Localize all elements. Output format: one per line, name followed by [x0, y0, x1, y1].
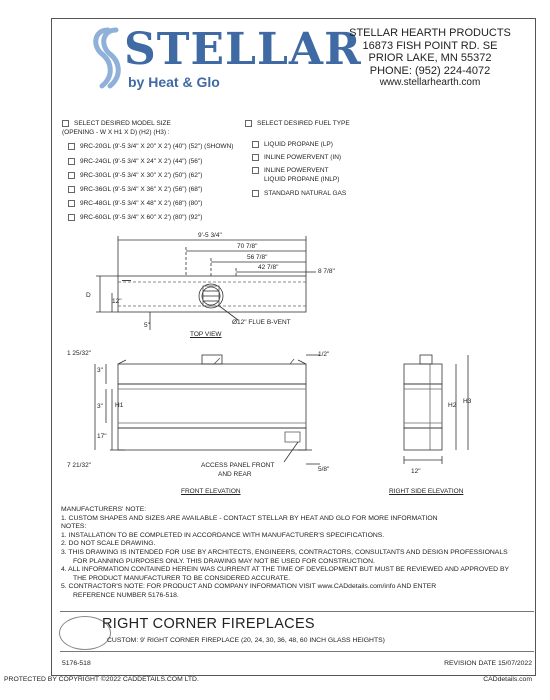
- front-top-band: [118, 364, 306, 384]
- mfr-note-heading: MANUFACTURERS' NOTE:: [61, 506, 147, 513]
- title-rule-bottom: [60, 651, 534, 652]
- revision-date: REVISION DATE 15/07/2022: [444, 660, 532, 667]
- model-size-subheading: (OPENING - W X H1 X D) (H2) (H3) :: [62, 129, 170, 136]
- dim-side-12: 12": [411, 468, 421, 475]
- dim-42: 42 7/8": [258, 264, 279, 271]
- note-5-cont: REFERENCE NUMBER 5176-518.: [73, 591, 179, 599]
- dim-70: 70 7/8": [237, 243, 258, 250]
- note-3: 3. THIS DRAWING IS INTENDED FOR USE BY ARCHITECTS, ENGINEERS, CONTRACTORS, CONSULTANTS AND DESIGN PROFESSIONALS: [61, 548, 508, 556]
- access-panel-label-2: AND REAR: [218, 471, 252, 478]
- company-name: STELLAR HEARTH PRODUCTS: [349, 27, 511, 39]
- access-panel-label: ACCESS PANEL FRONT: [201, 462, 275, 469]
- front-glass: [118, 384, 306, 428]
- note-1: 1. INSTALLATION TO BE COMPLETED IN ACCORDANCE WITH MANUFACTURER'S SPECIFICATIONS.: [61, 531, 385, 539]
- svg-text:▬▬▬: ▬▬▬: [122, 278, 131, 282]
- dim-5: 5": [144, 322, 150, 329]
- copyright-notice: PROTECTED BY COPYRIGHT ©2022 CADDETAILS.COM LTD.: [4, 676, 199, 683]
- company-website[interactable]: www.stellarhearth.com: [379, 77, 481, 88]
- dim-overall-width: 9'-5 3/4": [198, 232, 222, 239]
- note-5: 5. CONTRACTOR'S NOTE: FOR PRODUCT AND COMPANY INFORMATION VISIT www.CADdetails.com/info AND ENTER: [61, 583, 437, 591]
- company-address-2: PRIOR LAKE, MN 55372: [368, 52, 492, 64]
- dim-7-21-32: 7 21/32": [67, 462, 91, 469]
- dim-d: D: [86, 292, 91, 299]
- drawing-sheet: STELLAR by Heat & Glo STELLAR HEARTH PRODUCTS 16873 FISH POINT RD. SE PRIOR LAKE, MN 55372 PHONE: (952) 224-4072 www.stellarhearth.com SELECT DESIRED MODEL SIZE (OPENING - W X H1 X D) (H2) (H3) : 9RC-20GL (9'-5 3/4" X 20" X 2') (40") (52") (SHOWN) 9RC-24GL (9'-5 3/4" X 24" X 2') (44") (56") 9RC-30GL (9'-5 3/4" X 30" X 2') (50") (62") 9RC-36GL (9'-5 3/4" X 36" X 2') (56") (68") 9RC-48GL (9'-5 3/4" X 48" X 2') (68") (80") 9RC-60GL (9'-5 3/4" X 60" X 2') (80") (92") SELECT DESIRED FUEL TYPE LIQUID PROPANE (LP) INLINE POWERVENT (IN) INLINE POWERVENT LIQUID PROPANE (INLP) STANDARD NATURAL GAS ▬▬▬ 9'-5 3/4" 70 7/8" 56 7/8" 42 7/8" 8 7/8" D 12" 5" Ø12" FLUE B-VENT TOP VIEW 1 25/32" 1/2" 3" 3" H1 17" 7 21/32" 5/8" ACCESS PANEL FRONT AND REAR FRONT ELEVATION H2 H3 12" RIGHT SIDE ELEVATION MANUFACTURERS' NOTE: 1. CUSTOM SHAPES AND SIZES ARE AVAILABLE - CONTACT STELLAR BY HEAT AND GLO FOR MORE INFORMATION NOTES: 1. INSTALLATION TO BE COMPLETED IN ACCORDANCE WITH MANUFACTURER'S SPECIFICATIONS. 2. DO NOT SCALE DRAWING. 3. THIS DRAWING IS INTENDED FOR USE BY ARCHITECTS, ENGINEERS, CONTRACTORS, CONSULTANTS AND DESIGN PROFESSIONALS FOR PLANNING PURPOSES ONLY. THIS DRAWING MAY NOT BE USED FOR CONSTRUCTION. 4. ALL INFORMATION CONTAINED HEREIN WAS CURRENT AT THE TIME OF DEVELOPMENT BUT MUST BE REVIEWED AND APPROVED BY THE PRODUCT MANUFACTURER TO BE CONSIDERED ACCURATE. 5. CONTRACTOR'S NOTE: FOR PRODUCT AND COMPANY INFORMATION VISIT www.CADdetails.com/info AND ENTER REFERENCE NUMBER 5176-518. RIGHT CORNER FIREPLACES CUSTOM: 9' RIGHT CORNER FIREPLACE (20, 24, 30, 36, 48, 60 INCH GLASS HEIGHTS) 5176-518 REVISION DATE 15/07/2022 PROTECTED BY COPYRIGHT ©2022 CADDETAILS.COM LTD. CADdetails.com: [0, 0, 550, 700]
- dim-3-top: 3": [97, 367, 103, 374]
- company-phone: PHONE: (952) 224-4072: [369, 64, 491, 77]
- front-base: [118, 428, 306, 450]
- brand-name: STELLAR: [124, 24, 362, 75]
- top-view-outline: [118, 276, 306, 312]
- notes-section: [61, 506, 531, 601]
- fuel-option-inlp-line2: LIQUID PROPANE (INLP): [264, 176, 340, 183]
- dim-h2: H2: [448, 402, 457, 409]
- notes-heading: NOTES:: [61, 523, 87, 531]
- dim-12: 12": [112, 298, 122, 305]
- right-side-elevation-title: RIGHT SIDE ELEVATION: [389, 488, 464, 495]
- front-elevation-title: FRONT ELEVATION: [181, 488, 241, 495]
- dim-half: 1/2": [318, 351, 330, 358]
- dim-8: 8 7/8": [318, 268, 335, 275]
- flue-label: Ø12" FLUE B-VENT: [232, 319, 291, 326]
- dim-56: 56 7/8": [247, 254, 268, 261]
- top-view-title: TOP VIEW: [190, 331, 222, 338]
- dim-h3: H3: [463, 398, 472, 405]
- note-3-cont: FOR PLANNING PURPOSES ONLY. THIS DRAWING MAY NOT BE USED FOR CONSTRUCTION.: [73, 557, 375, 565]
- note-4: 4. ALL INFORMATION CONTAINED HEREIN WAS CURRENT AT THE TIME OF DEVELOPMENT BUT MUST BE REVIEWED AND APPROVED BY: [61, 566, 510, 574]
- document-reference: 5176-518: [62, 660, 91, 667]
- note-4-cont: THE PRODUCT MANUFACTURER TO BE CONSIDERED ACCURATE.: [73, 574, 291, 582]
- note-2: 2. DO NOT SCALE DRAWING.: [61, 540, 156, 548]
- dim-1-25-32: 1 25/32": [67, 350, 91, 357]
- dim-3-mid: 3": [97, 403, 103, 410]
- dim-17: 17": [97, 433, 107, 440]
- caddetails-link[interactable]: CADdetails.com: [483, 676, 532, 683]
- drawing-subtitle: CUSTOM: 9' RIGHT CORNER FIREPLACE (20, 24, 30, 36, 48, 60 INCH GLASS HEIGHTS): [107, 637, 385, 644]
- brand-tagline: by Heat & Glo: [128, 74, 220, 90]
- title-rule-top: [60, 611, 534, 612]
- dim-5-8: 5/8": [318, 466, 330, 473]
- mfr-note-1: 1. CUSTOM SHAPES AND SIZES ARE AVAILABLE - CONTACT STELLAR BY HEAT AND GLO FOR MORE INFORMATION: [61, 514, 438, 522]
- company-address-1: 16873 FISH POINT RD. SE: [362, 39, 498, 52]
- drawing-title: RIGHT CORNER FIREPLACES: [102, 616, 315, 632]
- dim-h1: H1: [115, 402, 124, 409]
